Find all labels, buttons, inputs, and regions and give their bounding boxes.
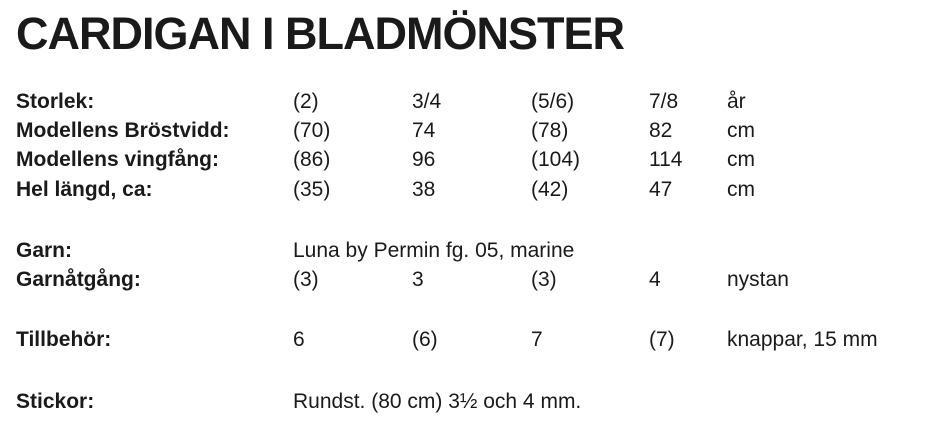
- row-label: Modellens Bröstvidd:: [16, 119, 230, 142]
- row-tillbehor: [0, 325, 940, 355]
- row-garnatgang: [0, 265, 940, 295]
- value-size-1: (70): [293, 119, 331, 142]
- value-size-3: (5/6): [531, 90, 575, 113]
- value-size-1: 6: [293, 328, 305, 351]
- value-size-3: (104): [531, 148, 581, 171]
- value-size-4: 47: [649, 178, 673, 201]
- page-title: CARDIGAN I BLADMÖNSTER: [16, 8, 624, 59]
- value-size-1: (35): [293, 178, 331, 201]
- value-size-2: 3/4: [412, 90, 442, 113]
- value-size-4: 4: [649, 268, 661, 291]
- unit: cm: [727, 119, 755, 142]
- value-size-2: (6): [412, 328, 438, 351]
- unit: nystan: [727, 268, 789, 291]
- unit: cm: [727, 148, 755, 171]
- value-size-3: (3): [531, 268, 557, 291]
- unit: knappar, 15 mm: [727, 328, 878, 351]
- value-size-1: (86): [293, 148, 331, 171]
- row-label: Modellens vingfång:: [16, 148, 220, 171]
- row-label: Tillbehör:: [16, 328, 112, 351]
- row-garn: [0, 236, 940, 266]
- value-size-2: 3: [412, 268, 424, 291]
- value-size-4: 82: [649, 119, 673, 142]
- row-label: Hel längd, ca:: [16, 178, 153, 201]
- needles-value: Rundst. (80 cm) 3½ och 4 mm.: [293, 390, 582, 413]
- row-label: Storlek:: [16, 90, 95, 113]
- value-size-4: 7/8: [649, 90, 679, 113]
- value-size-2: 38: [412, 178, 436, 201]
- row-label: Stickor:: [16, 390, 95, 413]
- row-label: Garnåtgång:: [16, 268, 141, 291]
- value-size-3: 7: [531, 328, 543, 351]
- value-size-2: 96: [412, 148, 436, 171]
- value-size-2: 74: [412, 119, 436, 142]
- row-brostvidd: [0, 116, 940, 146]
- value-size-1: (2): [293, 90, 319, 113]
- unit: år: [727, 90, 746, 113]
- value-size-1: (3): [293, 268, 319, 291]
- row-hel-langd: [0, 175, 940, 205]
- unit: cm: [727, 178, 755, 201]
- value-size-4: (7): [649, 328, 675, 351]
- value-size-3: (42): [531, 178, 569, 201]
- value-size-3: (78): [531, 119, 569, 142]
- value-size-4: 114: [649, 148, 683, 171]
- row-stickor: [0, 387, 940, 417]
- row-storlek: [0, 87, 940, 117]
- row-label: Garn:: [16, 239, 73, 262]
- yarn-value: Luna by Permin fg. 05, marine: [293, 239, 575, 262]
- row-vingfang: [0, 145, 940, 175]
